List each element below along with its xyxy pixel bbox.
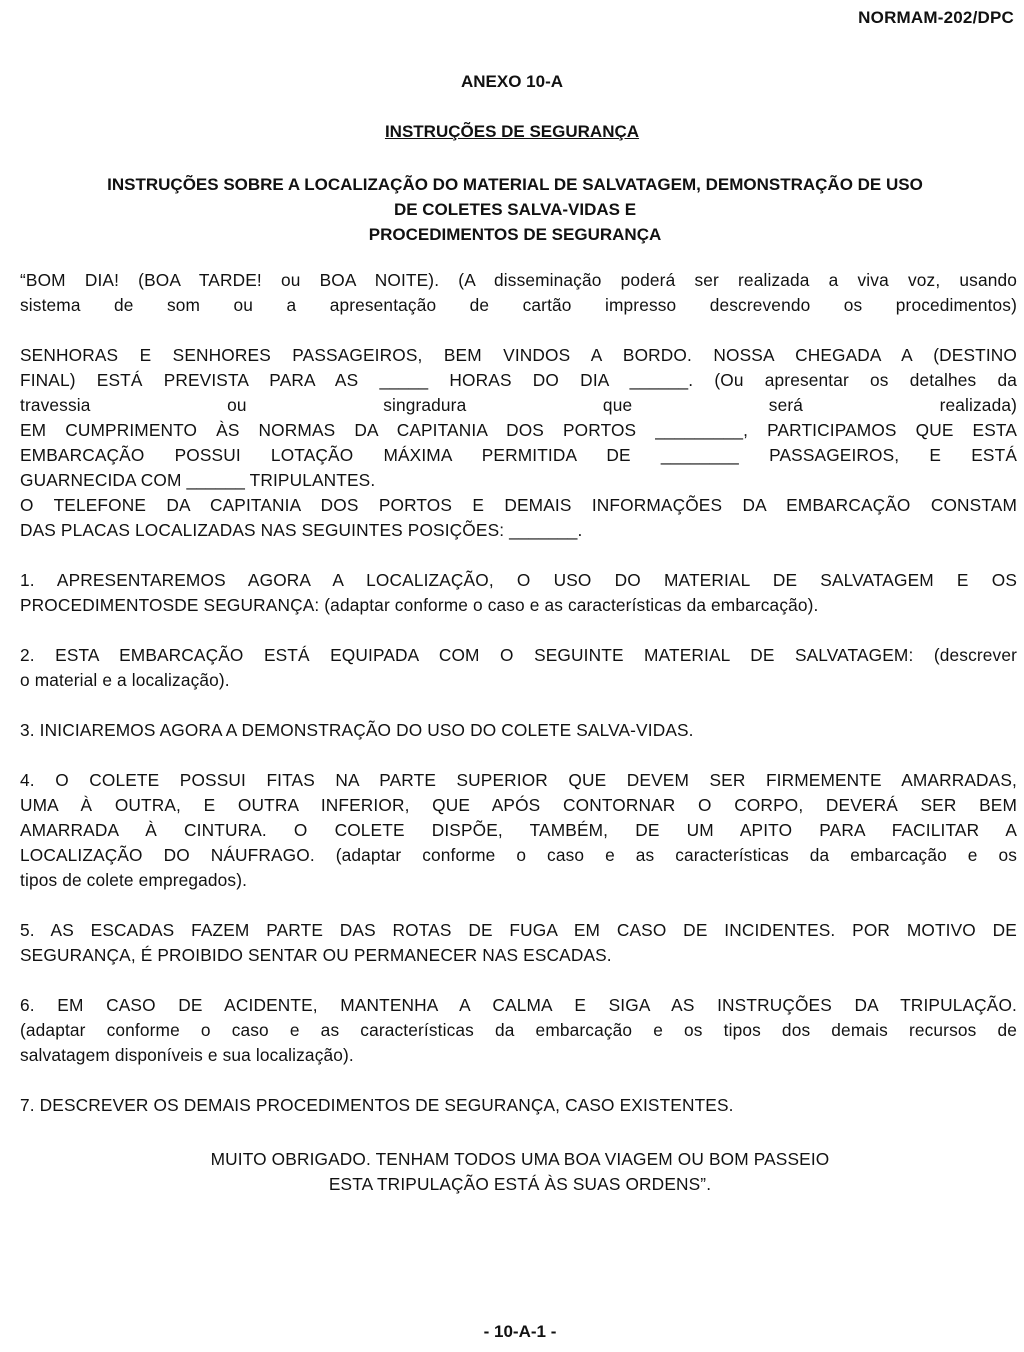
paragraph-line: PROCEDIMENTOSDE SEGURANÇA: (adaptar conforme o caso e as características da embarcação). (20, 595, 819, 615)
welcome-paragraph (20, 343, 1017, 543)
paragraph-line: sistema de som ou a apresentação de cartão impresso descrevendo os procedimentos) (20, 295, 1017, 315)
main-title (20, 172, 1010, 247)
paragraph-line: 5. AS ESCADAS FAZEM PARTE DAS ROTAS DE FUGA EM CASO DE INCIDENTES. POR MOTIVO DE (20, 920, 1017, 940)
paragraph-line: SENHORAS E SENHORES PASSAGEIROS, BEM VINDOS A BORDO. NOSSA CHEGADA A (DESTINO (20, 345, 1017, 365)
greeting-paragraph (20, 268, 1017, 318)
paragraph-line: EMBARCAÇÃO POSSUI LOTAÇÃO MÁXIMA PERMITIDA DE ________ PASSAGEIROS, E ESTÁ (20, 445, 1017, 465)
main-title-line: PROCEDIMENTOS DE SEGURANÇA (368, 225, 662, 244)
instruction-item-2 (20, 643, 1017, 693)
instruction-item-3 (20, 718, 1017, 743)
paragraph-line: tipos de colete empregados). (20, 870, 248, 890)
instruction-item-6 (20, 993, 1017, 1068)
paragraph-line: 1. APRESENTAREMOS AGORA A LOCALIZAÇÃO, O USO DO MATERIAL DE SALVATAGEM E OS (20, 570, 1017, 590)
closing-message (0, 1147, 1024, 1197)
paragraph-line: (adaptar conforme o caso e as características da embarcação e os tipos dos demais recursos de (20, 1020, 1017, 1040)
paragraph-line: UMA À OUTRA, E OUTRA INFERIOR, QUE APÓS CONTORNAR O CORPO, DEVERÁ SER BEM (20, 795, 1017, 815)
main-title-line: DE COLETES SALVA-VIDAS E (393, 200, 637, 219)
instruction-item-5 (20, 918, 1017, 968)
main-title-line: INSTRUÇÕES SOBRE A LOCALIZAÇÃO DO MATERIAL DE SALVATAGEM, DEMONSTRAÇÃO DE USO (107, 175, 923, 194)
section-title: INSTRUÇÕES DE SEGURANÇA (384, 122, 640, 141)
paragraph-line: O TELEFONE DA CAPITANIA DOS PORTOS E DEMAIS INFORMAÇÕES DA EMBARCAÇÃO CONSTAM (20, 495, 1017, 515)
paragraph-line: salvatagem disponíveis e sua localização). (20, 1045, 354, 1065)
paragraph-line: EM CUMPRIMENTO ÀS NORMAS DA CAPITANIA DOS PORTOS _________, PARTICIPAMOS QUE ESTA (20, 420, 1017, 440)
paragraph-line: AMARRADA À CINTURA. O COLETE DISPÕE, TAMBÉM, DE UM APITO PARA FACILITAR A (20, 820, 1017, 840)
document-body (20, 268, 1017, 1143)
closing-line: MUITO OBRIGADO. TENHAM TODOS UMA BOA VIAGEM OU BOM PASSEIO (210, 1149, 830, 1169)
annex-label: ANEXO 10-A (460, 72, 564, 91)
paragraph-line: 3. INICIAREMOS AGORA A DEMONSTRAÇÃO DO USO DO COLETE SALVA-VIDAS. (20, 720, 694, 740)
document-reference: NORMAM-202/DPC (858, 8, 1014, 27)
instruction-item-1 (20, 568, 1017, 618)
paragraph-line: 2. ESTA EMBARCAÇÃO ESTÁ EQUIPADA COM O SEGUINTE MATERIAL DE SALVATAGEM: (descrever (20, 645, 1017, 665)
paragraph-line: 4. O COLETE POSSUI FITAS NA PARTE SUPERIOR QUE DEVEM SER FIRMEMENTE AMARRADAS, (20, 770, 1017, 790)
paragraph-line: LOCALIZAÇÃO DO NÁUFRAGO. (adaptar conforme o caso e as características da embarcação e os (20, 845, 1017, 865)
paragraph-line: SEGURANÇA, É PROIBIDO SENTAR OU PERMANECER NAS ESCADAS. (20, 945, 612, 965)
instruction-item-4 (20, 768, 1017, 893)
paragraph-line: FINAL) ESTÁ PREVISTA PARA AS _____ HORAS DO DIA ______. (Ou apresentar os detalhes da (20, 370, 1017, 390)
paragraph-line: 7. DESCREVER OS DEMAIS PROCEDIMENTOS DE SEGURANÇA, CASO EXISTENTES. (20, 1095, 734, 1115)
instruction-item-7 (20, 1093, 1017, 1118)
page-number: - 10-A-1 - (483, 1322, 557, 1341)
paragraph-line: DAS PLACAS LOCALIZADAS NAS SEGUINTES POSIÇÕES: _______. (20, 520, 583, 540)
paragraph-line: o material e a localização). (20, 670, 230, 690)
paragraph-line: GUARNECIDA COM ______ TRIPULANTES. (20, 470, 376, 490)
paragraph-line: 6. EM CASO DE ACIDENTE, MANTENHA A CALMA E SIGA AS INSTRUÇÕES DA TRIPULAÇÃO. (20, 995, 1017, 1015)
paragraph-line: “BOM DIA! (BOA TARDE! ou BOA NOITE). (A disseminação poderá ser realizada a viva voz, usando (20, 270, 1017, 290)
paragraph-line: travessia ou singradura que será realizada) (20, 395, 1017, 415)
closing-line: ESTA TRIPULAÇÃO ESTÁ ÀS SUAS ORDENS”. (328, 1174, 712, 1194)
